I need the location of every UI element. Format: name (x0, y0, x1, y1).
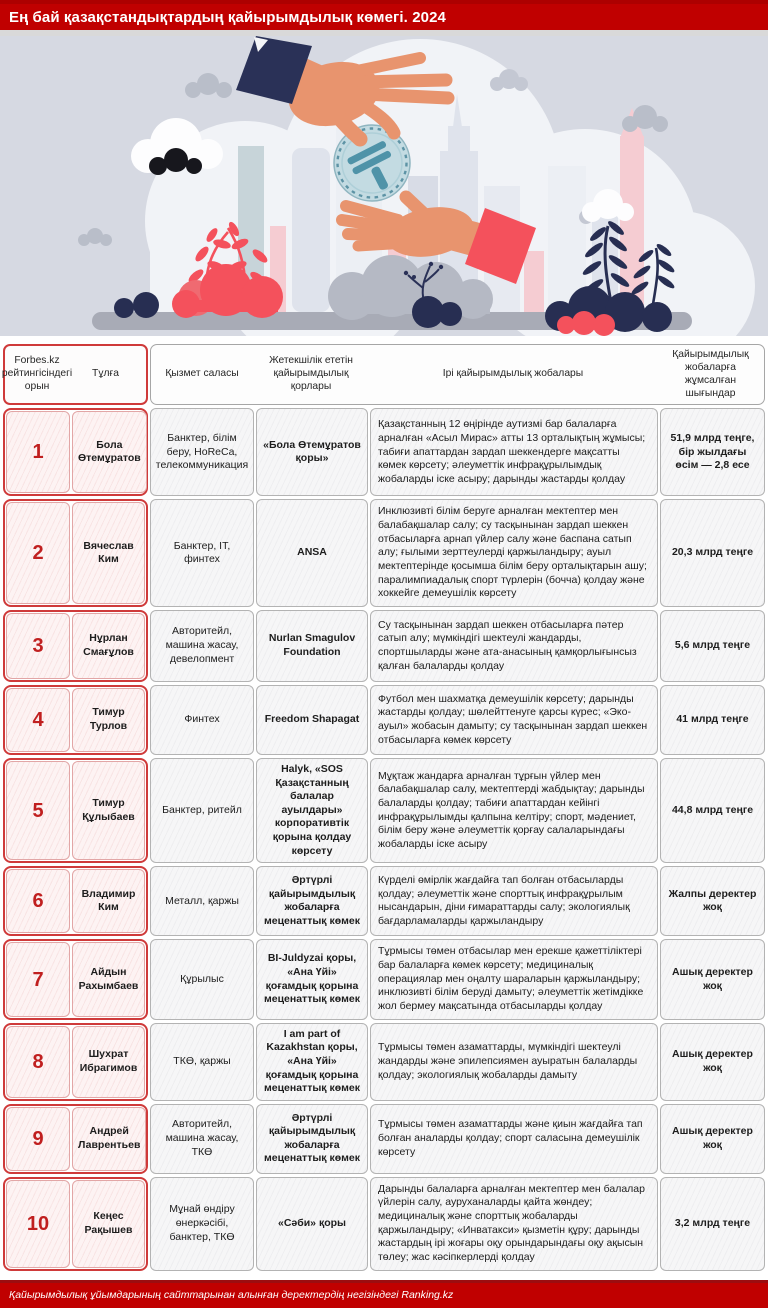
projects-cell: Су тасқынынан зардап шеккен отбасыларға пәтер сатып алу; мүмкіндігі шектеулі жандарды, спортшыларды және ата-анасының қамқорлығынсыз қалған балаларды қолдау (370, 610, 658, 682)
table-header (3, 344, 765, 405)
rank-cell: 9 (6, 1107, 70, 1171)
projects-cell: Дарынды балаларға арналған мектептер мен балалар үйлерін салу, ауруханаларды қайта жөндеу; медициналық және спорттық жобаларды қаржыландыру; «Инватакси» қызметін құру; дарынды жастардың ірі жоғары оқу орындарындағы оқу ақысын төлеу; жас кәсіпкерлерді қолдау (370, 1177, 658, 1271)
title-bar (0, 0, 768, 30)
person-cell: Шухрат Ибрагимов (72, 1026, 145, 1098)
projects-cell: Тұрмысы төмен азаматтарды, мүмкіндігі шектеулі жандарды және эпилепсиямен ауыратын балаларды қолдау; экологиялық жобаларды дамыту (370, 1023, 658, 1101)
foundation-cell: I am part of Kazakhstan қоры, «Ана Үйі» қоғамдық қорына меценаттық көмек (256, 1023, 368, 1101)
column-header-person: Тұлға (92, 368, 119, 380)
rank-person-group (3, 408, 148, 496)
rank-person-group (3, 866, 148, 936)
rank-person-group (3, 1104, 148, 1174)
charity-illustration-svg (0, 36, 768, 336)
rank-cell: 5 (6, 761, 70, 860)
page-title: Ең бай қазақстандықтардың қайырымдылық көмегі. 2024 (9, 8, 446, 26)
foundation-cell: «Бола Өтемұратов қоры» (256, 408, 368, 496)
person-cell: Нұрлан Смағұлов (72, 613, 145, 679)
charity-table (0, 336, 768, 1278)
rank-cell: 8 (6, 1026, 70, 1098)
column-header-foundation: Жетекшілік ететін қайырымдылық қорлары (269, 355, 353, 393)
projects-cell: Тұрмысы төмен отбасылар мен ерекше қажеттіліктері бар балаларға көмек көрсету; медициналық операциялар мен оңалту шараларын қаржыландыру; инклюзивті білім беруді дамыту; әлеуметтік жетімдікке жол бермеу мақсатында отбасыларды қолдау (370, 939, 658, 1019)
foundation-cell: «Сәби» қоры (256, 1177, 368, 1271)
amount-cell: 41 млрд теңге (660, 685, 765, 755)
foundation-cell: Nurlan Smagulov Foundation (256, 610, 368, 682)
table-row (3, 1023, 765, 1101)
foundation-cell: Halyk, «SOS Қазақстанның балалар ауылдары» корпоративтік қорына қолдау көрсету (256, 758, 368, 863)
header-group-rank-person (3, 344, 148, 405)
rank-person-group (3, 610, 148, 682)
amount-cell: 3,2 млрд теңге (660, 1177, 765, 1271)
person-cell: Владимир Ким (72, 869, 145, 933)
person-cell: Кеңес Рақышев (72, 1180, 145, 1268)
sector-cell: Банктер, ритейл (150, 758, 254, 863)
rank-cell: 7 (6, 942, 70, 1016)
table-row (3, 499, 765, 606)
foundation-cell: BI-Juldyzai қоры, «Ана Үйі» қоғамдық қорына меценаттық көмек (256, 939, 368, 1019)
amount-cell: 44,8 млрд теңге (660, 758, 765, 863)
table-row (3, 610, 765, 682)
person-cell: Тимур Турлов (72, 688, 145, 752)
rank-person-group (3, 1023, 148, 1101)
table-row (3, 866, 765, 936)
rank-person-group (3, 939, 148, 1019)
person-cell: Айдын Рахымбаев (72, 942, 145, 1016)
amount-cell: Ашық деректер жоқ (660, 939, 765, 1019)
table-body (3, 408, 765, 1270)
projects-cell: Мұқтаж жандарға арналған тұрғын үйлер мен балабақшалар салу, мектептерді жабдықтау; дарынды балаларды қолдау; табиғи апаттардан кейінгі инфрақұрылымды қалпына келтіру; спорт, мәдениет, білім беру және әлеуметтік қорғау салаларындағы жобаларды іске асыру (370, 758, 658, 863)
amount-cell: 5,6 млрд теңге (660, 610, 765, 682)
sector-cell: Металл, қаржы (150, 866, 254, 936)
foundation-cell: Әртүрлі қайырымдылық жобаларға меценаттық көмек (256, 866, 368, 936)
sector-cell: Авторитейл, машина жасау, ТКӨ (150, 1104, 254, 1174)
table-row (3, 939, 765, 1019)
foundation-cell: Әртүрлі қайырымдылық жобаларға меценаттық көмек (256, 1104, 368, 1174)
footer-bar (0, 1280, 768, 1308)
table-row (3, 758, 765, 863)
column-header-sector: Қызмет саласы (165, 368, 239, 380)
table-row (3, 408, 765, 496)
sector-cell: Авторитейл, машина жасау, девелопмент (150, 610, 254, 682)
sector-cell: Финтех (150, 685, 254, 755)
sector-cell: Мұнай өндіру өнеркәсібі, банктер, ТКӨ (150, 1177, 254, 1271)
person-cell: Тимур Құлыбаев (72, 761, 145, 860)
sector-cell: ТКӨ, қаржы (150, 1023, 254, 1101)
amount-cell: Жалпы деректер жоқ (660, 866, 765, 936)
projects-cell: Футбол мен шахматқа демеушілік көрсету; дарынды жастарды қолдау; шөлейттенуге қарсы күрес; «Эко-ауыл» жобасын дамыту; су тасқынынан зардап шеккен отбасыларға көмек көрсету (370, 685, 658, 755)
rank-cell: 6 (6, 869, 70, 933)
projects-cell: Қазақстанның 12 өңірінде аутизмі бар балаларға арналған «Асыл Мирас» атты 13 орталықтың жұмысы; табиғи апаттардан зардап шеккендерге мақсатты көмек көрсету; әлеуметтік инфрақұрылымдық жобаларды іске асыру; дарынды жастарды қолдау (370, 408, 658, 496)
rank-person-group (3, 685, 148, 755)
table-row (3, 1104, 765, 1174)
rank-person-group (3, 1177, 148, 1271)
rank-cell: 2 (6, 502, 70, 603)
foundation-cell: Freedom Shapagat (256, 685, 368, 755)
sector-cell: Құрылыс (150, 939, 254, 1019)
person-cell: Андрей Лаврентьев (72, 1107, 146, 1171)
source-note: Қайырымдылық ұйымдарының сайттарынан алынған деректердің негізіндегі Ranking.kz (9, 1288, 454, 1301)
rank-cell: 3 (6, 613, 70, 679)
column-header-amount: Қайырымдылық жобаларға жұмсалған шығындар (672, 349, 749, 399)
amount-cell: 20,3 млрд теңге (660, 499, 765, 606)
charity-illustration (0, 36, 768, 336)
rank-person-group (3, 758, 148, 863)
sector-cell: Банктер, IT, финтех (150, 499, 254, 606)
person-cell: Вячеслав Ким (72, 502, 145, 603)
amount-cell: Ашық деректер жоқ (660, 1023, 765, 1101)
table-row (3, 1177, 765, 1271)
column-header-projects: Ірі қайырымдылық жобалары (442, 368, 584, 380)
amount-cell: 51,9 млрд теңге, бір жылдағы өсім — 2,8 есе (660, 408, 765, 496)
column-header-rank: Forbes.kz рейтингісіндегі орын (1, 355, 73, 393)
table-row (3, 685, 765, 755)
rank-cell: 1 (6, 411, 70, 493)
projects-cell: Күрделі өмірлік жағдайға тап болған отбасыларды қолдау; әлеуметтік және спорттық инфрақұрылым нысандарын, діни ғимараттарды салу; экологиялық бағдарламаларды қаржыландыру (370, 866, 658, 936)
foundation-cell: ANSA (256, 499, 368, 606)
header-group-details (150, 344, 765, 405)
amount-cell: Ашық деректер жоқ (660, 1104, 765, 1174)
projects-cell: Инклюзивті білім беруге арналған мектептер мен балабақшалар салу; су тасқынынан зардап шеккен отбасыларға арнап үйлер салу және баспана сатып алу; ғылыми зерттеулерді қаржыландыру; ауыл мектептерінде қосымша білім беру орталықтарын ашу; паралимпиадалық спорт түрлерін (бочча) қолдау және хоккейге демеушілік көрсету (370, 499, 658, 606)
sector-cell: Банктер, білім беру, HoReCa, телекоммуникация (150, 408, 254, 496)
rank-cell: 10 (6, 1180, 70, 1268)
rank-person-group (3, 499, 148, 606)
person-cell: Бола Өтемұратов (72, 411, 147, 493)
rank-cell: 4 (6, 688, 70, 752)
projects-cell: Тұрмысы төмен азаматтарды және қиын жағдайға тап болған аналарды қолдау; спорт саласына демеушілік көрсету (370, 1104, 658, 1174)
